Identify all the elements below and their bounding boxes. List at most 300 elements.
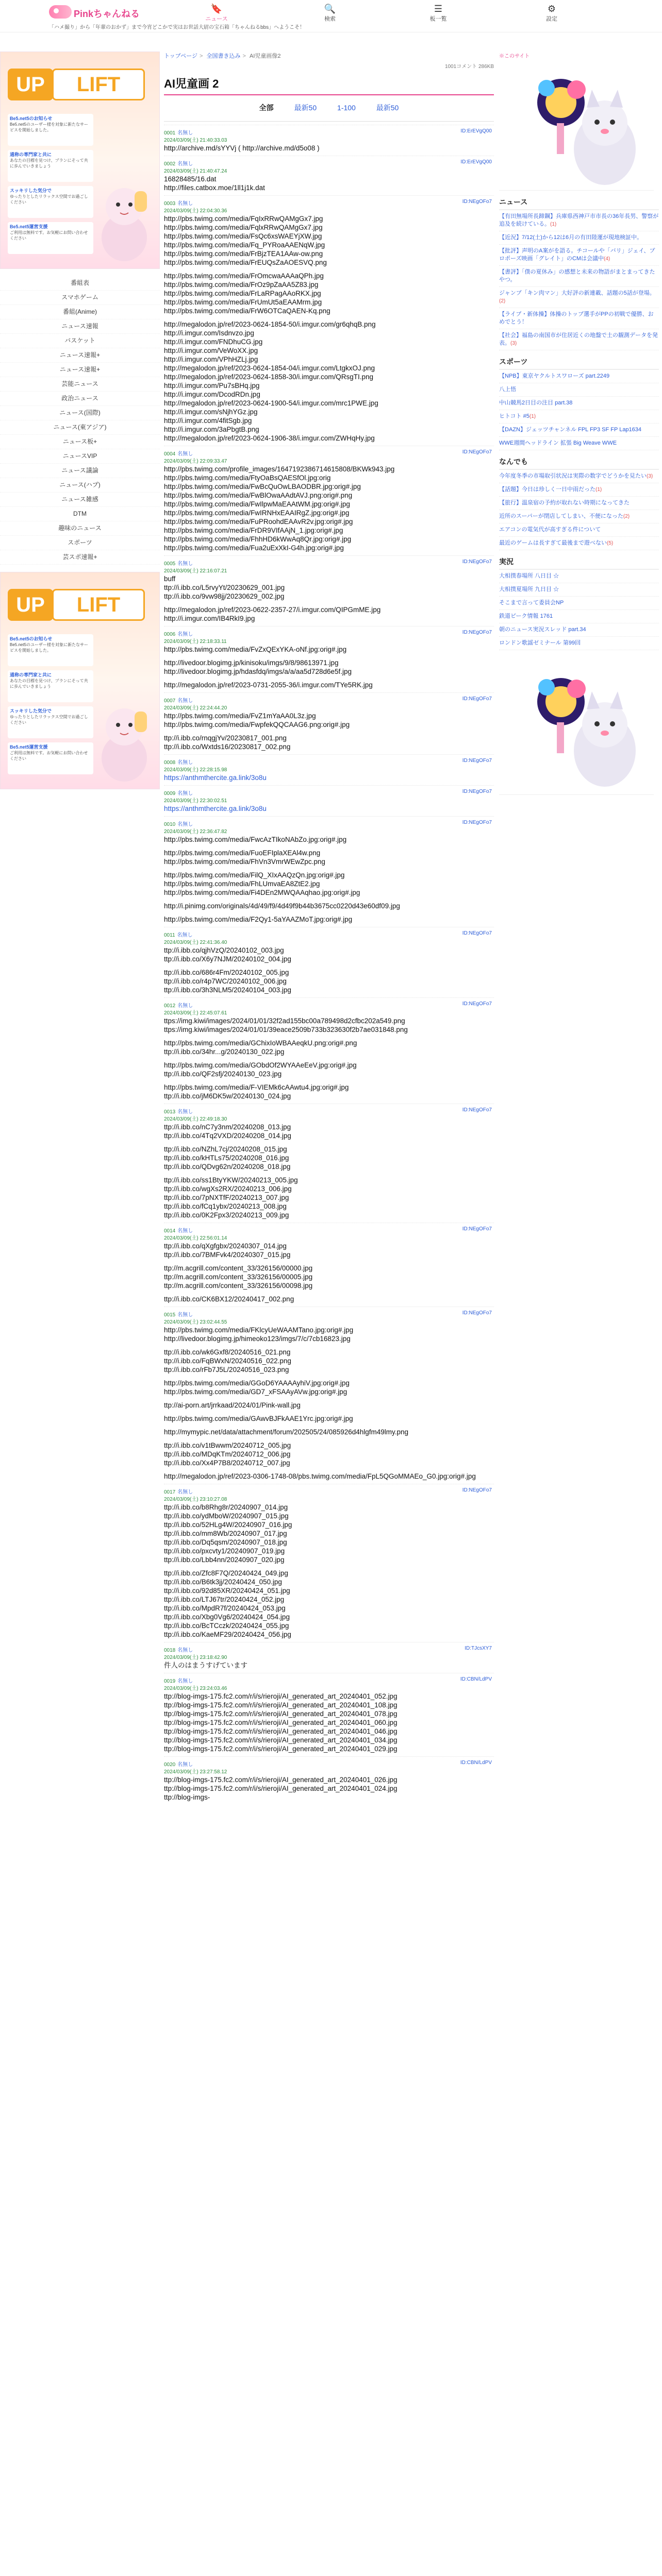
post-header	[164, 449, 494, 456]
nav-news[interactable]	[196, 3, 237, 23]
post-user-id[interactable]: ID:NEgOFo7	[462, 1226, 492, 1232]
post-date: 2024/03/09(土) 23:24:03.46	[164, 1686, 227, 1691]
post-link[interactable]: http://pbs.twimg.com/media/FhVn3VmrWEwZpc.png	[164, 858, 325, 866]
post-link[interactable]: http://pbs.twimg.com/media/FwcAzTIkoNAbZo.jpg:orig#.jpg	[164, 836, 347, 843]
post-link[interactable]: http://i.imgur.com/VeWoXX.jpg	[164, 347, 258, 354]
post-link[interactable]: ttp://i.ibb.co/NZhL7cj/20240208_015.jpg	[164, 1145, 287, 1153]
post-link[interactable]: http://pbs.twimg.com/media/FwBlOwaAAdtAVJ.png:orig#.png	[164, 492, 353, 499]
post-link[interactable]: http://files.catbox.moe/1ll1j1k.dat	[164, 184, 265, 192]
post-link[interactable]: http://pbs.twimg.com/media/GD7_xFSAAyAVw.jpg:orig#.jpg	[164, 1388, 347, 1396]
post-link[interactable]: ttp://i.ibb.co/mm8Wb/20240907_017.jpg	[164, 1530, 287, 1537]
news-item[interactable]	[499, 287, 659, 308]
post-number[interactable]: 0010	[164, 822, 176, 827]
post-text: 件人のはまうすげています	[164, 1662, 247, 1669]
post-link[interactable]: ttp://i.ibb.co/BcTCczk/20240424_055.jpg	[164, 1622, 289, 1630]
post-body	[164, 144, 494, 152]
post-link[interactable]: http://pbs.twimg.com/media/FrOz9pZaAA5Z83.jpg	[164, 281, 319, 289]
post	[164, 125, 494, 152]
news-item[interactable]	[499, 329, 659, 350]
post-link[interactable]: http://i.pinimg.com/originals/4d/49/f9/4d49f9b44b3675cc0220d43e60df09.jpg	[164, 902, 400, 910]
ad-box: スッキリした気分で ゆったりとしたリラックス空間でお過ごしください	[8, 706, 93, 738]
post-link[interactable]: http://pbs.twimg.com/media/Fi4DEn2MWQAAqhao.jpg:orig#.jpg	[164, 889, 360, 896]
post-link[interactable]: ttp://i.ibb.co/MpdR7f/20240424_053.jpg	[164, 1604, 286, 1612]
post-link[interactable]: http://pbs.twimg.com/profile_images/1647192386714615808/BKWk943.jpg	[164, 465, 395, 473]
post-link[interactable]: ttp://i.ibb.co/ydMboW/20240907_015.jpg	[164, 1512, 289, 1520]
post-link[interactable]: http://megalodon.jp/ref/2023-0622-2357-27/i.imgur.com/QIPGmME.jpg	[164, 606, 381, 614]
breadcrumb-current: AI児童画像2	[250, 53, 281, 59]
post-body	[164, 835, 494, 924]
live-list	[499, 570, 659, 650]
post-link[interactable]: http://pbs.twimg.com/media/FwpfekQQCAAG6.png:orig#.jpg	[164, 721, 350, 728]
misc-item[interactable]	[499, 510, 659, 523]
ad-box: Be5.net5運営支援 ご利用は無料です。お気軽にお問い合わせください	[8, 222, 93, 254]
post-link[interactable]: http://pbs.twimg.com/media/FqIxRRwQAMgGx7.jpg	[164, 215, 323, 223]
post-link[interactable]: ttp://i.ibb.co/FqBWxN/20240516_022.png	[164, 1357, 291, 1365]
post-link[interactable]: ttp://i.ibb.co/nC7y3nm/20240208_013.jpg	[164, 1123, 291, 1131]
left-menu-item[interactable]: ニュース議論	[0, 464, 160, 478]
sports-item[interactable]	[499, 397, 659, 410]
misc-section-title: なんでも	[499, 456, 659, 470]
left-menu-item[interactable]: ニュース板+	[0, 435, 160, 449]
misc-item[interactable]	[499, 483, 659, 497]
post-number[interactable]: 0008	[164, 760, 176, 766]
live-item[interactable]	[499, 610, 659, 623]
post-date: 2024/03/09(土) 23:18:42.90	[164, 1655, 227, 1660]
left-menu-item[interactable]: ニュースVIP	[0, 449, 160, 464]
tab-latest-50b[interactable]: 最新50	[376, 104, 399, 112]
post-link[interactable]: ttp://i.ibb.co/9vw98jj/20230629_002.jpg	[164, 592, 285, 600]
post-number[interactable]: 0019	[164, 1679, 176, 1684]
breadcrumb-link[interactable]: 全国書き込み	[206, 53, 241, 59]
ad-box: スッキリした気分で ゆったりとしたリラックス空間でお過ごしください	[8, 186, 93, 218]
post-user-id[interactable]: ID:NEgOFo7	[462, 820, 492, 825]
post-header	[164, 1001, 494, 1008]
post-link[interactable]: ttp://blog-imgs-175.fc2.com/r/i/s/rieroji/AI_generated_art_20240401_024.jpg	[164, 1785, 398, 1792]
post-link[interactable]: http://pbs.twimg.com/media/FKlcyUeWAAMTano.jpg:orig#.jpg	[164, 1326, 354, 1334]
news-item-count: (3)	[510, 341, 517, 346]
post-body	[164, 1661, 494, 1670]
post-date: 2024/03/09(土) 22:49:18.30	[164, 1116, 227, 1122]
post-header	[164, 820, 494, 827]
post-link[interactable]: ttp://i.ibb.co/jM6DK5w/20240130_024.jpg	[164, 1092, 291, 1100]
post-user-id[interactable]: ID:NEgOFo7	[462, 559, 492, 565]
post-link[interactable]: http://pbs.twimg.com/media/FrEUQsZaAOESVQ.png	[164, 259, 327, 266]
post-link[interactable]: http://pbs.twimg.com/media/Fq_PYRoaAAENqW.jpg	[164, 241, 325, 249]
post-date: 2024/03/09(土) 22:09:33.47	[164, 459, 227, 464]
sports-item[interactable]	[499, 383, 659, 397]
live-item-title: 鉄道ピーク情報 1761	[499, 613, 553, 619]
tab-latest-50[interactable]: 最新50	[294, 104, 317, 112]
post-author: 名無し	[177, 1228, 193, 1234]
post-link[interactable]: http://megalodon.jp/ref/2023-0624-1854-50/i.imgur.com/gr6qhqB.png	[164, 320, 376, 328]
post-user-id[interactable]: ID:ErEVgQ00	[460, 159, 492, 165]
post-link[interactable]: http://pbs.twimg.com/media/FuoEFIplaXEAl4w.png	[164, 849, 321, 857]
post-link[interactable]: ttp://i.ibb.co/92d85XR/20240424_051.jpg	[164, 1587, 290, 1595]
live-item[interactable]	[499, 583, 659, 597]
post-user-id[interactable]: ID:NEgOFo7	[462, 1001, 492, 1007]
post-date: 2024/03/09(土) 22:30:02.51	[164, 798, 227, 804]
post-number[interactable]: 0009	[164, 791, 176, 796]
post-link[interactable]: ttp://m.acgrill.com/content_33/326156/00000.jpg	[164, 1264, 313, 1272]
post-user-id[interactable]: ID:NEgOFo7	[462, 1107, 492, 1113]
post-link[interactable]: ttp://i.ibb.co/Xbg0Vg6/20240424_054.jpg	[164, 1613, 290, 1621]
left-menu-item[interactable]: ニュース雑感	[0, 493, 160, 507]
post-number[interactable]: 0003	[164, 201, 176, 207]
news-item-title: 【批評】声明のA案がを語る。チコールや「バリ」ジェイ、プロポーズ映画「グレイト」のCMは会議中	[499, 248, 655, 262]
post-header	[164, 930, 494, 938]
post-header	[164, 630, 494, 637]
post-link[interactable]: http://pbs.twimg.com/media/FwIRNHxEAAIRgZ.jpg:orig#.jpg	[164, 509, 350, 517]
misc-item-count: (3)	[647, 473, 653, 479]
post-author: 名無し	[177, 760, 193, 766]
ad-box: Be5.net5のお知らせ Be5.net5のユーザー様を対象に新たなサービスを開始しました。	[8, 114, 93, 146]
sports-section-title: スポーツ	[499, 357, 659, 370]
post-link[interactable]: http://pbs.twimg.com/media/FvZ1mYaAA0L3z.jpg	[164, 712, 316, 720]
post-link[interactable]: http://pbs.twimg.com/media/FrUmUt5aEAAMrm.jpg	[164, 298, 322, 306]
post-link[interactable]: ttp://i.ibb.co/KaeMF29/20240424_056.jpg	[164, 1631, 291, 1638]
post-link[interactable]: http://mymypic.net/data/attachment/forum/202505/24/085926d4hlgfm49lmy.png	[164, 1428, 409, 1436]
post-link[interactable]: http://pbs.twimg.com/media/FtyOaBsQAESfOl.jpg:orig	[164, 474, 331, 482]
left-menu-item[interactable]: バスケット	[0, 334, 160, 348]
left-menu-item[interactable]: スマホゲーム	[0, 291, 160, 305]
post-link[interactable]: ttp://i.ibb.co/686r4Fm/20240102_005.jpg	[164, 969, 289, 976]
post-link[interactable]: http://livedoor.blogimg.jp/hdasfdq/imgs/a/a/aa5d728d6e5f.jpg	[164, 668, 352, 675]
post-body	[164, 711, 494, 751]
post-link[interactable]: http://pbs.twimg.com/media/GObdOf2WYAAeEeV.jpg:orig#.jpg	[164, 1061, 357, 1069]
post-user-id[interactable]: ID:NEgOFo7	[462, 1487, 492, 1493]
post-link[interactable]: http://pbs.twimg.com/media/FrW6OTCaQAEN-Kq.png	[164, 307, 330, 315]
post-link[interactable]: ttp://i.ibb.co/B6tk3jj/20240424_050.jpg	[164, 1578, 282, 1586]
post-user-id[interactable]: ID:ErEVgQ00	[460, 128, 492, 134]
post-link[interactable]: http://pbs.twimg.com/media/FqlxRRwQAMgGx7.jpg	[164, 224, 323, 231]
post-link[interactable]: ttp://i.ibb.co/v1tBwwm/20240712_005.jpg	[164, 1442, 291, 1449]
post-link[interactable]: http://pbs.twimg.com/media/F-VIEMk6cAAwtu4.jpg:orig#.jpg	[164, 1083, 349, 1091]
misc-item-title: 【話題】今日は珍しく一日中雨だった	[499, 486, 595, 493]
misc-item-title: 【旅行】温泉宿の予約が取れない時期になってきた	[499, 500, 630, 506]
left-menu-item[interactable]: 趣味のニュース	[0, 521, 160, 536]
post-link[interactable]: ttp://i.ibb.co/wgXs2RX/20240213_006.jpg	[164, 1185, 292, 1193]
post-link[interactable]: http://pbs.twimg.com/media/F2Qy1-5aYAAZMoT.jpg:orig#.jpg	[164, 916, 353, 923]
post-number[interactable]: 0014	[164, 1228, 176, 1234]
post-link[interactable]: http://pbs.twimg.com/media/FhhHD6kWwAq8Qr.jpg:orig#.jpg	[164, 535, 352, 543]
post-link[interactable]: ttp://i.ibb.co/qXgfgbx/20240307_014.jpg	[164, 1242, 287, 1250]
logo-text: Pinkちゃんねる	[74, 9, 140, 19]
site-header	[0, 0, 662, 32]
post-link[interactable]: http://megalodon.jp/ref/2023-0306-1748-08/pbs.twimg.com/media/FpL5QGoMMAEo_G0.jpg:orig#.jpg	[164, 1472, 476, 1480]
post-link[interactable]: ttp://i.ibb.co/L5rvyYt/20230629_001.jpg	[164, 584, 285, 591]
left-menu-item[interactable]: 番組表	[0, 276, 160, 291]
misc-item-count: (5)	[607, 540, 614, 546]
post-user-id[interactable]: ID:NEgOFo7	[462, 930, 492, 936]
nav-boards[interactable]	[418, 3, 459, 23]
post-link[interactable]: http://i.imgur.com/DcodRDn.jpg	[164, 391, 260, 398]
misc-item-title: 最近のゲームは長すぎて最後まで遊べない	[499, 540, 607, 546]
post-user-id[interactable]: ID:NEgOFo7	[462, 789, 492, 794]
post-link[interactable]: ttp://i.ibb.co/pxcvty1/20240907_019.jpg	[164, 1547, 285, 1555]
post-user-id[interactable]: ID:TJcsXY7	[465, 1646, 492, 1651]
news-item[interactable]	[499, 266, 659, 287]
tab-all[interactable]: 全部	[259, 104, 274, 112]
post-date: 2024/03/09(土) 21:40:33.03	[164, 138, 227, 143]
left-menu-item[interactable]: ニュース速報+	[0, 348, 160, 363]
nav-settings[interactable]	[531, 3, 572, 23]
nav-search-label: 検索	[324, 16, 336, 22]
post-number[interactable]: 0004	[164, 451, 176, 457]
post-link[interactable]: http://pbs.twimg.com/media/FvZxQExYKA-oNf.jpg:orig#.jpg	[164, 646, 347, 653]
post-link[interactable]: http://pbs.twimg.com/media/Fua2uExXkI-G4h.jpg:orig#.jpg	[164, 544, 344, 552]
left-menu-item[interactable]: ニュース速報+	[0, 363, 160, 377]
left-menu-item[interactable]: 芸スポ速報+	[0, 550, 160, 565]
sports-item[interactable]	[499, 437, 659, 450]
left-menu-item[interactable]: 政治ニュース	[0, 392, 160, 406]
post-link[interactable]: http://megalodon.jp/ref/2023-0731-2055-36/i.imgur.com/TYe5RK.jpg	[164, 681, 373, 689]
left-menu-item[interactable]: ニュース(ハプ)	[0, 478, 160, 493]
post-link[interactable]: http://i.imgur.com/Isdnvzo.jpg	[164, 329, 254, 337]
right-sidebar	[499, 52, 659, 795]
misc-item[interactable]	[499, 523, 659, 537]
post-link[interactable]: https://anthmthercite.ga.link/3o8u	[164, 774, 267, 782]
post-number[interactable]: 0015	[164, 1312, 176, 1318]
post-spacer	[164, 866, 494, 871]
post-link[interactable]: http://pbs.twimg.com/media/FilQ_XIxAAQzQn.jpg:orig#.jpg	[164, 871, 345, 879]
post-link[interactable]: http://i.imgur.com/FNDhuCG.jpg	[164, 338, 263, 346]
post-link[interactable]: https://anthmthercite.ga.link/3o8u	[164, 805, 267, 812]
post-link[interactable]: ttp://blog-imgs-175.fc2.com/r/i/s/rieroji/AI_generated_art_20240401_034.jpg	[164, 1736, 398, 1744]
post-link[interactable]: ttp://i.ibb.co/Xx4P7B8/20240712_007.jpg	[164, 1459, 290, 1467]
nav-search[interactable]	[309, 3, 351, 23]
post	[164, 1307, 494, 1481]
left-menu-item[interactable]: ニュース(国際)	[0, 406, 160, 420]
post-link[interactable]: ttps://img.kiwi/images/2024/01/01/39eace2509b733b323630f2b7ae031848.png	[164, 1026, 408, 1033]
title-divider	[164, 94, 494, 95]
news-item[interactable]	[499, 210, 659, 231]
post-user-id[interactable]: ID:NEgOFo7	[462, 199, 492, 205]
post-link[interactable]: http://megalodon.jp/ref/2023-0624-1858-30/i.imgur.com/QRsgTI.png	[164, 373, 373, 381]
post-number[interactable]: 0005	[164, 561, 176, 567]
post-link[interactable]: ttp://i.ibb.co/wk6Gxf8/20240516_021.png	[164, 1348, 291, 1356]
post	[164, 1484, 494, 1639]
post-link[interactable]: ttp://i.ibb.co/CK6BX12/20240417_002.png	[164, 1295, 294, 1303]
left-menu-item[interactable]: 芸能ニュース	[0, 377, 160, 392]
right-header-label: ※このサイト	[499, 54, 530, 59]
post-link[interactable]: ttp://i.ibb.co/rFb7J5L/20240516_023.png	[164, 1366, 289, 1374]
news-item-count: (2)	[499, 298, 506, 304]
post-link[interactable]: ttp://i.ibb.co/7pNXTfF/20240213_007.jpg	[164, 1194, 289, 1201]
live-section-title: 実況	[499, 556, 659, 570]
post-user-id[interactable]: ID:CBN/LdPV	[460, 1760, 492, 1766]
mascot-image	[499, 61, 654, 191]
post-link[interactable]: ttp://i.ibb.co/ss1BtyYKW/20240213_005.jpg	[164, 1176, 298, 1184]
post-link[interactable]: http://pbs.twimg.com/media/FrBjzTEA1AAw-ow.png	[164, 250, 323, 258]
post-user-id[interactable]: ID:CBN/LdPV	[460, 1676, 492, 1682]
post-link[interactable]: ttp://ai-porn.art/jrrkaad/2024/01/Pink-wall.jpg	[164, 1401, 301, 1409]
post-spacer	[164, 1410, 494, 1414]
post-user-id[interactable]: ID:NEgOFo7	[462, 758, 492, 764]
news-item-count: (4)	[604, 256, 610, 262]
left-sidebar	[0, 52, 160, 789]
post-link[interactable]: ttp://i.ibb.co/b8Rhg8r/20240907_014.jpg	[164, 1503, 288, 1511]
ad-character-image	[93, 160, 155, 263]
post-link[interactable]: ttp://blog-imgs-175.fc2.com/r/i/s/rieroji/AI_generated_art_20240401_052.jpg	[164, 1692, 398, 1700]
post-spacer	[164, 1564, 494, 1569]
post-link[interactable]: ttp://i.ibb.co/52HLg4W/20240907_016.jpg	[164, 1521, 292, 1529]
post-link[interactable]: ttp://i.ibb.co/qjhVzQ/20240102_003.jpg	[164, 946, 284, 954]
post-link[interactable]: http://i.imgur.com/VPhHZLj.jpg	[164, 355, 258, 363]
post-number[interactable]: 0002	[164, 161, 176, 167]
post-spacer	[164, 315, 494, 320]
ad-banner-top[interactable]	[0, 52, 160, 269]
post-author: 名無し	[177, 1679, 193, 1684]
post-link[interactable]: http://pbs.twimg.com/media/FrOmcwaAAAaQPh.jpg	[164, 272, 324, 280]
sports-item[interactable]	[499, 370, 659, 383]
misc-item[interactable]	[499, 537, 659, 550]
post-link[interactable]: http://megalodon.jp/ref/2023-0624-1900-54/i.imgur.com/mrc1PWE.jpg	[164, 399, 378, 407]
post-link[interactable]: ttp://i.ibb.co/LTJ67tr/20240424_052.jpg	[164, 1596, 285, 1603]
post-spacer	[164, 1259, 494, 1264]
live-item[interactable]	[499, 597, 659, 610]
post-link[interactable]: http://pbs.twimg.com/media/FsQc6xsWAEYjXW.jpg	[164, 232, 322, 240]
post-link[interactable]: http://i.imgur.com/3aPbgtB.png	[164, 426, 259, 433]
post-link[interactable]: ttp://i.ibb.co/rnqgjYv/20230817_001.png	[164, 734, 287, 742]
breadcrumb-link[interactable]: トップページ	[164, 53, 198, 59]
post-link[interactable]: ttp://i.ibb.co/r4p7WC/20240102_006.jpg	[164, 977, 287, 985]
post-link[interactable]: ttp://i.ibb.co/3h3NLM5/20240104_003.jpg	[164, 986, 291, 994]
post-body	[164, 574, 494, 623]
left-menu-item[interactable]: スポーツ	[0, 536, 160, 550]
post-user-id[interactable]: ID:NEgOFo7	[462, 630, 492, 635]
news-item[interactable]	[499, 231, 659, 245]
live-item[interactable]	[499, 570, 659, 583]
post-link[interactable]: ttp://i.ibb.co/0K2Fpx3/20240213_009.jpg	[164, 1211, 289, 1219]
post-link[interactable]: ttp://blog-imgs-175.fc2.com/r/i/s/rieroji/AI_generated_art_20240401_060.jpg	[164, 1719, 398, 1726]
post-link[interactable]: http://pbs.twimg.com/media/FuPRoohdEAAvR2v.jpg:orig#.jpg	[164, 518, 353, 526]
post-number[interactable]: 0001	[164, 130, 176, 136]
post-user-id[interactable]: ID:NEgOFo7	[462, 449, 492, 455]
live-item[interactable]	[499, 637, 659, 650]
post-link[interactable]: http://i.imgur.com/4fitSgb.jpg	[164, 417, 252, 425]
post	[164, 1223, 494, 1303]
post-link[interactable]: http://pbs.twimg.com/media/GGoD6YAAAAyhiV.jpg:orig#.jpg	[164, 1379, 350, 1387]
post-link[interactable]: http://pbs.twimg.com/media/GAwvBJFkAAE1Yrc.jpg:orig#.jpg	[164, 1415, 353, 1422]
post-link[interactable]: http://pbs.twimg.com/media/FrLaRPagAAoRKX.jpg	[164, 290, 321, 297]
post-link[interactable]: ttp://blog-imgs-175.fc2.com/r/i/s/rieroji/AI_generated_art_20240401_108.jpg	[164, 1701, 398, 1709]
post-link[interactable]: ttp://blog-imgs-175.fc2.com/r/i/s/rieroji/AI_generated_art_20240401_029.jpg	[164, 1745, 398, 1753]
post-link[interactable]: ttp://m.acgrill.com/content_33/326156/00005.jpg	[164, 1273, 313, 1281]
left-menu-item[interactable]: 番組(Anime)	[0, 305, 160, 319]
post-link[interactable]: ttp://i.ibb.co/Wxtds16/20230817_002.png	[164, 743, 291, 751]
sports-item[interactable]	[499, 410, 659, 423]
live-item[interactable]	[499, 623, 659, 637]
post	[164, 1642, 494, 1670]
post-link[interactable]: ttp://m.acgrill.com/content_33/326156/00098.jpg	[164, 1282, 313, 1290]
post-link[interactable]: http://livedoor.blogimg.jp/kinisoku/imgs/9/8/98613971.jpg	[164, 659, 339, 667]
sports-item-title: WWE週間ヘッドライン 拡張 Big Weave WWE	[499, 440, 617, 446]
post-number[interactable]: 0018	[164, 1648, 176, 1653]
post-link[interactable]: http://megalodon.jp/ref/2023-0624-1906-38/i.imgur.com/ZWHqHy.jpg	[164, 434, 375, 442]
ad-banner-bottom[interactable]	[0, 572, 160, 789]
ad-box: 通称の専門家と共に あなたの目標を見つけ、プランにそって共に歩んでいきましょう	[8, 150, 93, 182]
misc-item[interactable]	[499, 497, 659, 510]
post-user-id[interactable]: ID:NEgOFo7	[462, 696, 492, 702]
post-header	[164, 1487, 494, 1495]
site-logo[interactable]	[49, 4, 140, 20]
news-item[interactable]	[499, 308, 659, 329]
post-link[interactable]: ttp://i.ibb.co/X6y7NJM/20240102_004.jpg	[164, 955, 291, 963]
post-number[interactable]: 0007	[164, 698, 176, 704]
mascot-illustration	[499, 660, 654, 794]
post-link[interactable]: ttp://blog-imgs-175.fc2.com/r/i/s/rieroji/AI_generated_art_20240401_026.jpg	[164, 1776, 398, 1784]
post-user-id[interactable]: ID:NEgOFo7	[462, 1310, 492, 1316]
live-item-title: 大相撲夏場所 九日目 ☆	[499, 586, 559, 592]
post-number[interactable]: 0011	[164, 933, 175, 938]
tab-1-100[interactable]: 1-100	[337, 104, 356, 112]
post-link[interactable]: ttp://i.ibb.co/4Tq2VXD/20240208_014.jpg	[164, 1132, 291, 1140]
post-link[interactable]: ttp://i.ibb.co/kHTLs75/20240208_016.jpg	[164, 1154, 289, 1162]
post-link[interactable]: ttp://i.ibb.co/Dq5qsm/20240907_018.jpg	[164, 1538, 287, 1546]
post-link[interactable]: ttp://i.ibb.co/MDqKTm/20240712_006.jpg	[164, 1450, 291, 1458]
post-link[interactable]: http://archive.md/sYYVj ( http://archive.md/d5o08 )	[164, 144, 320, 152]
post-author: 名無し	[177, 1762, 193, 1768]
post-spacer	[164, 1056, 494, 1061]
post-number[interactable]: 0012	[164, 1003, 176, 1009]
post-link[interactable]: http://pbs.twimg.com/media/GChixIoWBAAeqkU.png:orig#.png	[164, 1039, 357, 1047]
left-menu-item[interactable]: ニュース(東アジア)	[0, 420, 160, 435]
post-link[interactable]: ttp://i.ibb.co/Lbb4nn/20240907_020.jpg	[164, 1556, 285, 1564]
post-link[interactable]: http://livedoor.blogimg.jp/himeoko123/imgs/7/c/7cb16823.jpg	[164, 1335, 351, 1343]
post-number[interactable]: 0006	[164, 632, 176, 637]
post	[164, 1104, 494, 1219]
post-number[interactable]: 0020	[164, 1762, 176, 1768]
left-menu-item[interactable]: ニュース速報	[0, 319, 160, 334]
post-date: 2024/03/09(土) 23:27:58.12	[164, 1769, 227, 1775]
post-link[interactable]: http://pbs.twimg.com/media/FrDR9VIfAAjN_1.jpg:orig#.jpg	[164, 527, 343, 534]
post-link[interactable]: http://i.imgur.com/sNjhYGz.jpg	[164, 408, 258, 416]
post-link[interactable]: ttp://blog-imgs-	[164, 1793, 210, 1801]
news-item-title: ジャンプ「キン肉マン」大好評の新連載、話題の5話が登場。	[499, 290, 655, 296]
sports-list	[499, 370, 659, 450]
left-menu-item[interactable]: DTM	[0, 507, 160, 521]
post-number[interactable]: 0017	[164, 1489, 176, 1495]
post-link[interactable]: ttp://i.ibb.co/fCq1ybx/20240213_008.jpg	[164, 1202, 287, 1210]
post-link[interactable]: ttp://i.ibb.co/QDvg62n/20240208_018.jpg	[164, 1163, 291, 1171]
post-link[interactable]: ttp://i.ibb.co/Zfc8F7Q/20240424_049.jpg	[164, 1569, 288, 1577]
post-link[interactable]: ttp://i.ibb.co/7BMFvk4/20240307_015.jpg	[164, 1251, 291, 1259]
post-body	[164, 1242, 494, 1303]
post-body	[164, 946, 494, 994]
post-number[interactable]: 0013	[164, 1109, 176, 1115]
post-link[interactable]: ttp://blog-imgs-175.fc2.com/r/i/s/rieroji/AI_generated_art_20240401_046.jpg	[164, 1727, 398, 1735]
post-link[interactable]: http://megalodon.jp/ref/2023-0624-1854-04/i.imgur.com/LtgkxOJ.png	[164, 364, 375, 372]
post-header	[164, 199, 494, 206]
sports-item[interactable]	[499, 423, 659, 437]
news-item[interactable]	[499, 245, 659, 266]
post-link[interactable]: http://pbs.twimg.com/media/FwIlpwMaEAAtWM.jpg:orig#.jpg	[164, 500, 350, 508]
misc-item[interactable]	[499, 470, 659, 483]
post	[164, 555, 494, 623]
misc-item-title: 今年度冬季の市場取引状況は実際の数字でどうかを見たい	[499, 473, 647, 479]
post-link[interactable]: ttp://blog-imgs-175.fc2.com/r/i/s/rieroji/AI_generated_art_20240401_078.jpg	[164, 1710, 398, 1718]
post-link[interactable]: http://i.imgur.com/IB4RkI9.jpg	[164, 615, 255, 622]
post-date: 2024/03/09(土) 22:24:44.20	[164, 705, 227, 711]
ad-box: 通称の専門家と共に あなたの目標を見つけ、プランにそって共に歩んでいきましょう	[8, 670, 93, 702]
post-link[interactable]: http://pbs.twimg.com/media/FwBcQuOwLBAODBR.jpg:orig#.jpg	[164, 483, 361, 490]
post-link[interactable]: ttp://i.ibb.co/QF2sfj/20240130_023.jpg	[164, 1070, 282, 1078]
post-link[interactable]: http://i.imgur.com/Pu7sBHq.jpg	[164, 382, 260, 389]
post-author: 名無し	[177, 933, 193, 938]
post-link[interactable]: ttps://img.kiwi/images/2024/01/01/32f2ad155bc00a789498d2cfbc202a549.png	[164, 1017, 405, 1025]
post-link[interactable]: ttp://i.ibb.co/34hr...g/20240130_022.jpg	[164, 1048, 285, 1056]
post-link[interactable]: http://pbs.twimg.com/media/FhLUmvaEA8ZtE2.jpg	[164, 880, 320, 888]
